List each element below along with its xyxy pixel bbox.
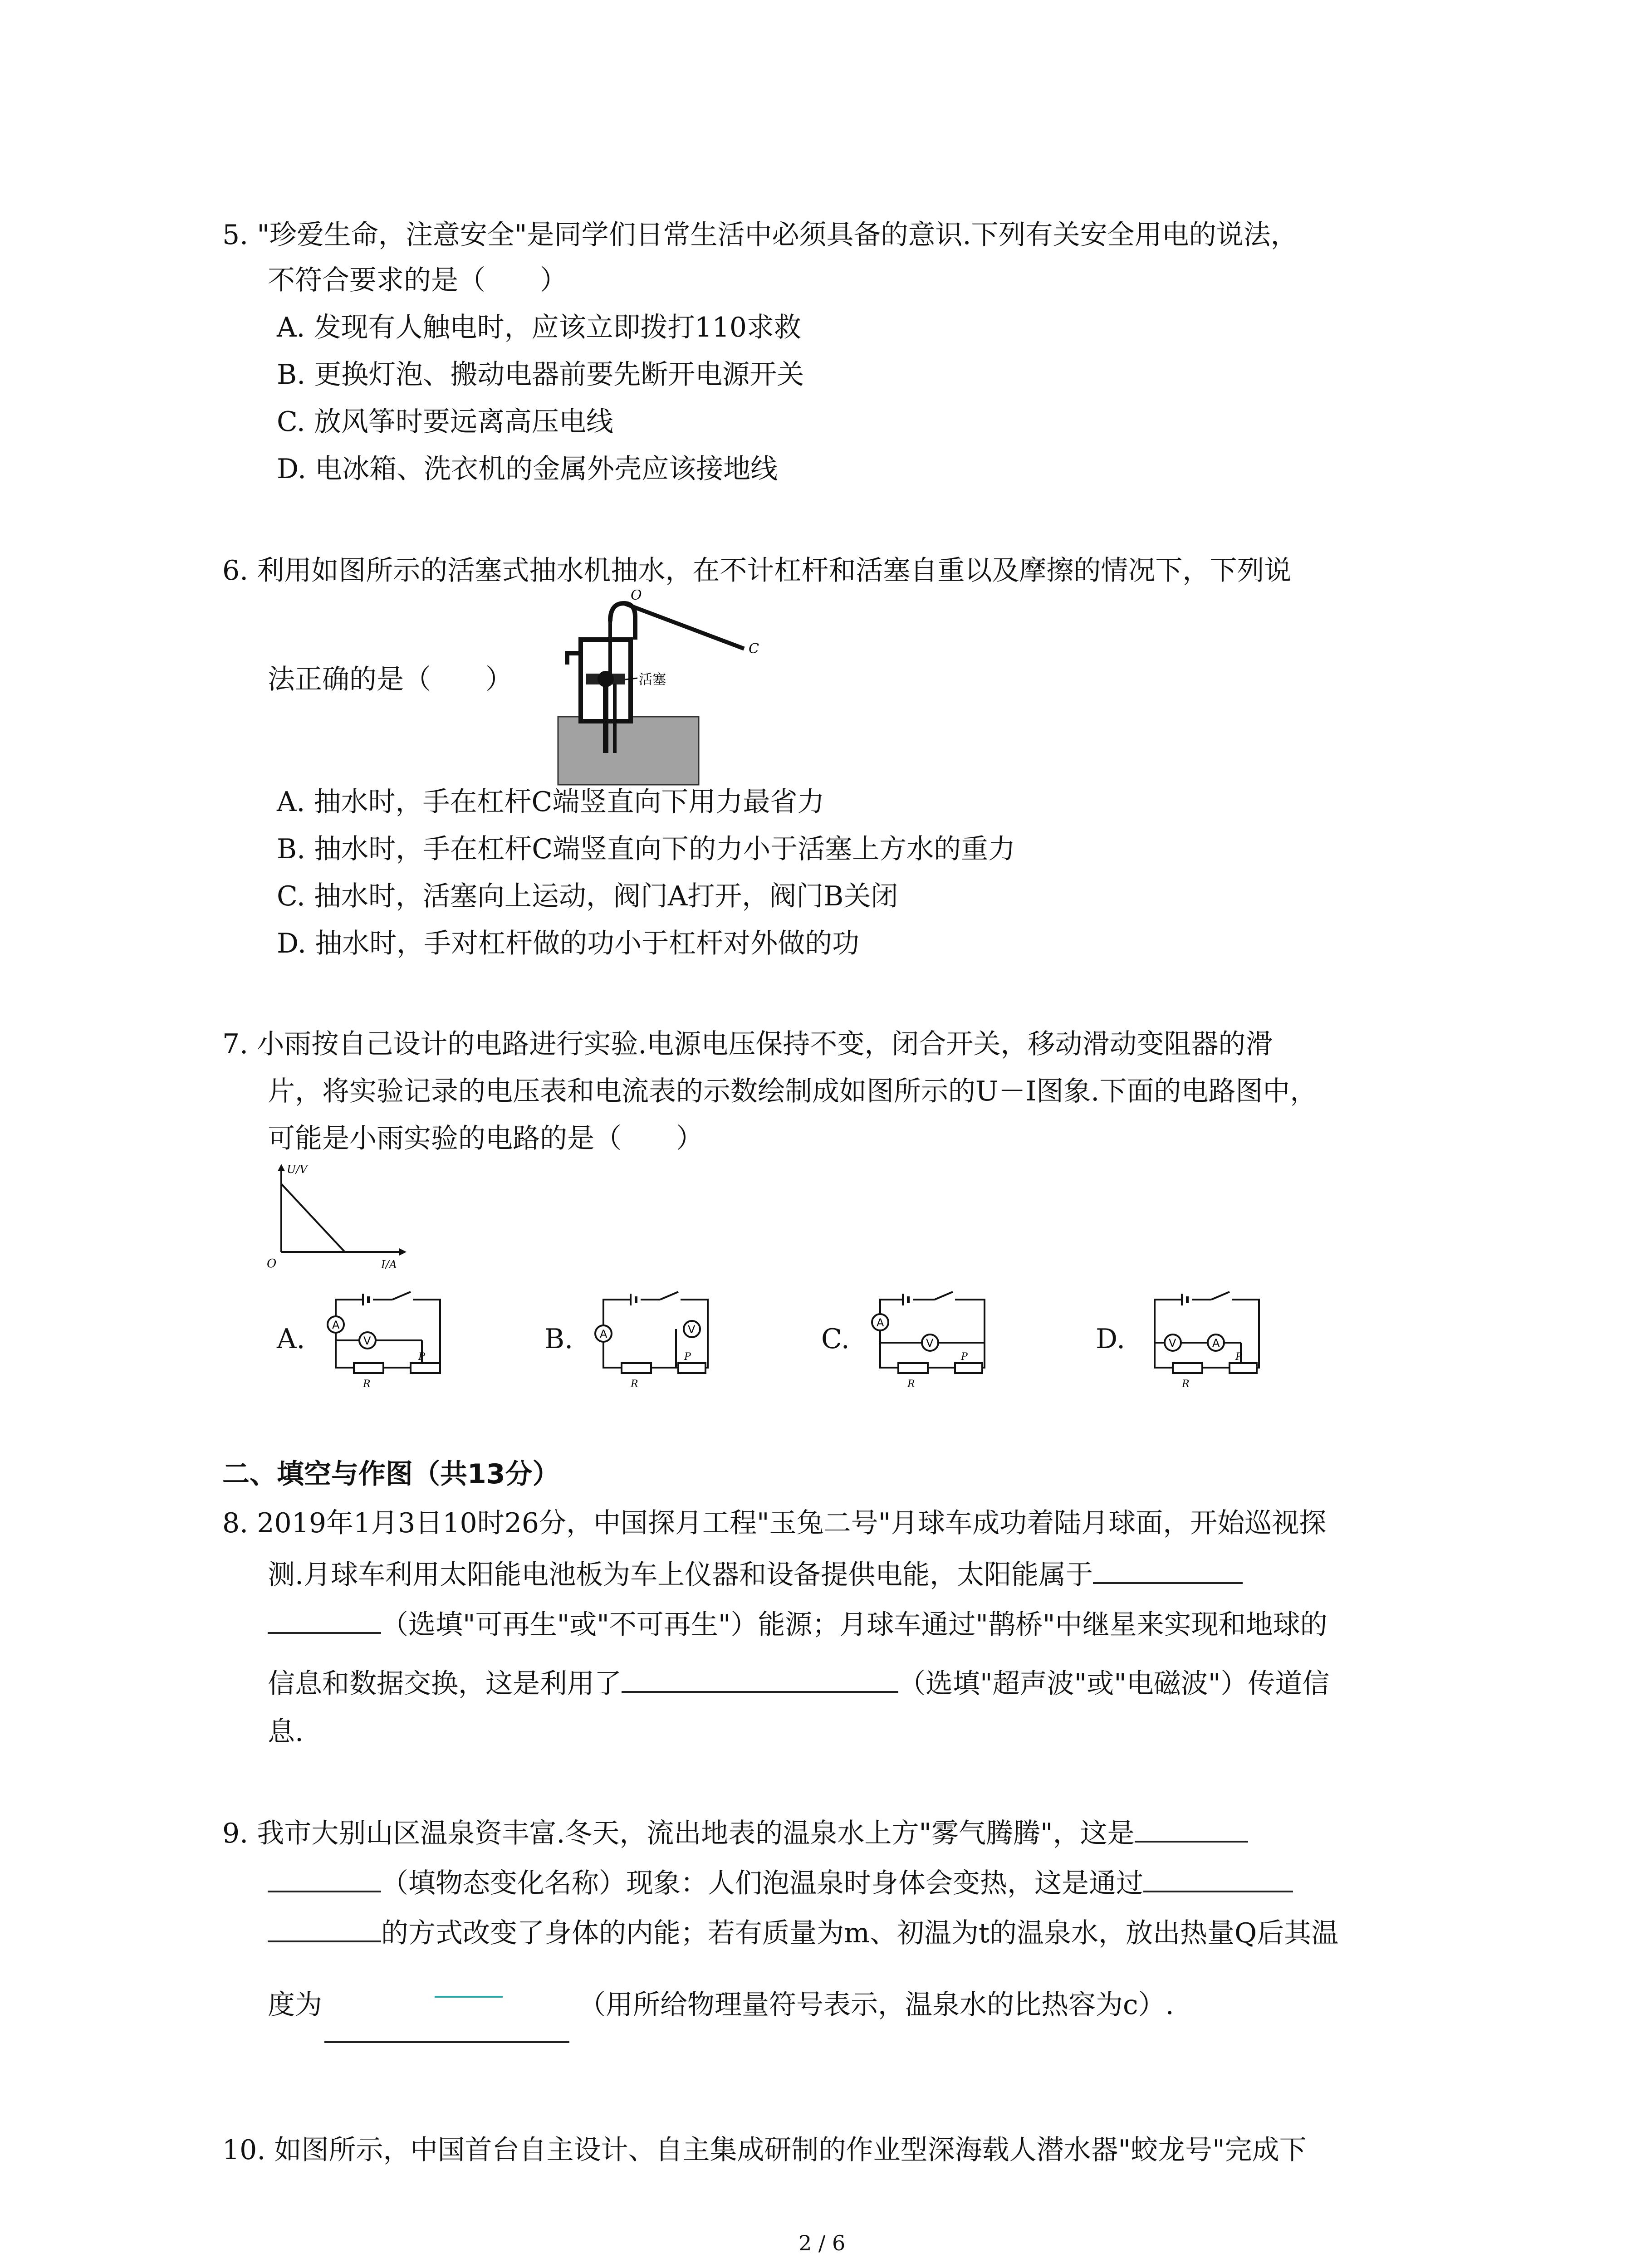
svg-text:V: V bbox=[926, 1337, 934, 1349]
resistor-icon bbox=[898, 1363, 928, 1373]
svg-text:A: A bbox=[877, 1316, 884, 1329]
x-axis-label: I/A bbox=[381, 1258, 397, 1270]
q5-option-d: D. 电冰箱、洗衣机的金属外壳应该接地线 bbox=[277, 453, 778, 485]
q8-line3: （选填"可再生"或"不可再生"）能源；月球车通过"鹊桥"中继星来实现和地球的 bbox=[268, 1605, 1327, 1643]
q7-option-a-label: A. bbox=[277, 1323, 305, 1355]
q9-blank-2a[interactable] bbox=[1143, 1863, 1293, 1892]
q9-fraction-bar bbox=[435, 1996, 503, 1998]
q6-option-c: C. 抽水时，活塞向上运动，阀门A打开，阀门B关闭 bbox=[277, 880, 898, 912]
svg-text:A: A bbox=[332, 1319, 340, 1331]
rheostat-icon bbox=[955, 1363, 982, 1373]
q8-line4: 信息和数据交换，这是利用了 （选填"超声波"或"电磁波"）传道信 bbox=[268, 1664, 1329, 1702]
q7-stem-line1: 7. 小雨按自己设计的电路进行实验.电源电压保持不变，闭合开关，移动滑动变阻器的滑 bbox=[222, 1028, 1273, 1060]
q8-blank-1a[interactable] bbox=[1093, 1555, 1243, 1584]
svg-text:R: R bbox=[363, 1378, 371, 1390]
resistor-icon bbox=[622, 1363, 651, 1373]
svg-text:V: V bbox=[1169, 1337, 1176, 1349]
svg-text:A: A bbox=[600, 1328, 607, 1340]
svg-text:P: P bbox=[418, 1351, 425, 1363]
q9-line4b: （用所给物理量符号表示，温泉水的比热容为c）. bbox=[578, 1989, 1174, 2021]
svg-text:R: R bbox=[907, 1378, 915, 1390]
q8-line1: 8. 2019年1月3日10时26分，中国探月工程"玉兔二号"月球车成功着陆月球面，开始巡视探 bbox=[222, 1507, 1327, 1539]
q9-line1: 9. 我市大别山区温泉资丰富.冬天，流出地表的温泉水上方"雾气腾腾"，这是 bbox=[222, 1813, 1248, 1852]
svg-text:V: V bbox=[363, 1334, 371, 1347]
q6-stem-line1: 6. 利用如图所示的活塞式抽水机抽水，在不计杠杆和活塞自重以及摩擦的情况下，下列说 bbox=[222, 555, 1292, 587]
svg-text:P: P bbox=[1235, 1351, 1242, 1363]
q8-blank-2[interactable] bbox=[622, 1664, 898, 1693]
section-2-title: 二、填空与作图（共13分） bbox=[222, 1458, 560, 1490]
resistor-icon bbox=[354, 1363, 383, 1373]
rheostat-icon bbox=[411, 1363, 440, 1373]
svg-text:P: P bbox=[684, 1351, 691, 1363]
q5-stem-line2: 不符合要求的是（ ） bbox=[268, 264, 567, 296]
page-number: 2 / 6 bbox=[798, 2231, 846, 2255]
q7-option-d-label: D. bbox=[1096, 1323, 1126, 1355]
svg-text:P: P bbox=[961, 1351, 968, 1363]
q6-option-a: A. 抽水时，手在杠杆C端竖直向下用力最省力 bbox=[277, 786, 825, 818]
label-piston: 活塞 bbox=[639, 672, 666, 688]
q6-option-d: D. 抽水时，手对杠杆做的功小于杠杆对外做的功 bbox=[277, 928, 860, 959]
q7-option-b-label: B. bbox=[544, 1323, 573, 1355]
lever-rod bbox=[624, 603, 744, 649]
q9-blank-2b[interactable] bbox=[268, 1913, 381, 1942]
q6-stem-line2: 法正确的是（ ） bbox=[268, 664, 513, 695]
svg-text:V: V bbox=[688, 1323, 696, 1336]
origin-label: O bbox=[267, 1257, 277, 1270]
svg-text:A: A bbox=[1212, 1337, 1220, 1349]
y-axis-label: U/V bbox=[287, 1163, 308, 1176]
q5-option-a: A. 发现有人触电时，应该立即拨打110求救 bbox=[277, 312, 801, 343]
q5-stem-line1: 5. "珍爱生命，注意安全"是同学们日常生活中必须具备的意识.下列有关安全用电的说法， bbox=[222, 219, 1298, 251]
q8-blank-1b[interactable] bbox=[268, 1605, 381, 1634]
rheostat-icon bbox=[1230, 1363, 1257, 1373]
resistor-icon bbox=[1173, 1363, 1202, 1373]
q8-line5: 息. bbox=[268, 1716, 304, 1748]
pump-lever-figure bbox=[549, 590, 785, 789]
q9-blank-3[interactable] bbox=[324, 2041, 569, 2043]
q7-option-c-label: C. bbox=[821, 1323, 850, 1355]
q5-option-b: B. 更换灯泡、搬动电器前要先断开电源开关 bbox=[277, 359, 804, 391]
circuit-c bbox=[862, 1288, 998, 1393]
svg-text:R: R bbox=[1182, 1378, 1190, 1390]
circuit-a bbox=[318, 1288, 454, 1393]
q9-line4a: 度为 bbox=[268, 1989, 322, 2021]
q6-option-b: B. 抽水时，手在杠杆C端竖直向下的力小于活塞上方水的重力 bbox=[277, 833, 1016, 865]
q7-stem-line2: 片，将实验记录的电压表和电流表的示数绘制成如图所示的U－I图象.下面的电路图中， bbox=[268, 1075, 1318, 1107]
q7-stem-line3: 可能是小雨实验的电路的是（ ） bbox=[268, 1123, 703, 1154]
circuit-d bbox=[1136, 1288, 1273, 1393]
q9-blank-1b[interactable] bbox=[268, 1863, 381, 1892]
q9-line2: （填物态变化名称）现象：人们泡温泉时身体会变热，这是通过 bbox=[268, 1863, 1293, 1901]
circuit-b bbox=[585, 1288, 721, 1393]
water-area bbox=[558, 717, 699, 785]
u-i-graph bbox=[254, 1161, 408, 1270]
q8-line2: 测.月球车利用太阳能电池板为车上仪器和设备提供电能，太阳能属于 bbox=[268, 1555, 1243, 1593]
q5-option-c: C. 放风筝时要远离高压电线 bbox=[277, 406, 613, 438]
u-i-line bbox=[281, 1184, 345, 1252]
q9-line3: 的方式改变了身体的内能；若有质量为m、初温为t的温泉水，放出热量Q后其温 bbox=[268, 1913, 1338, 1951]
label-c: C bbox=[749, 641, 759, 657]
q9-blank-1a[interactable] bbox=[1135, 1813, 1248, 1843]
rheostat-icon bbox=[678, 1363, 705, 1373]
svg-text:R: R bbox=[631, 1378, 638, 1390]
q10-line1: 10. 如图所示，中国首台自主设计、自主集成研制的作业型深海载人潜水器"蛟龙号"完成下 bbox=[222, 2134, 1307, 2166]
label-o: O bbox=[631, 590, 642, 603]
